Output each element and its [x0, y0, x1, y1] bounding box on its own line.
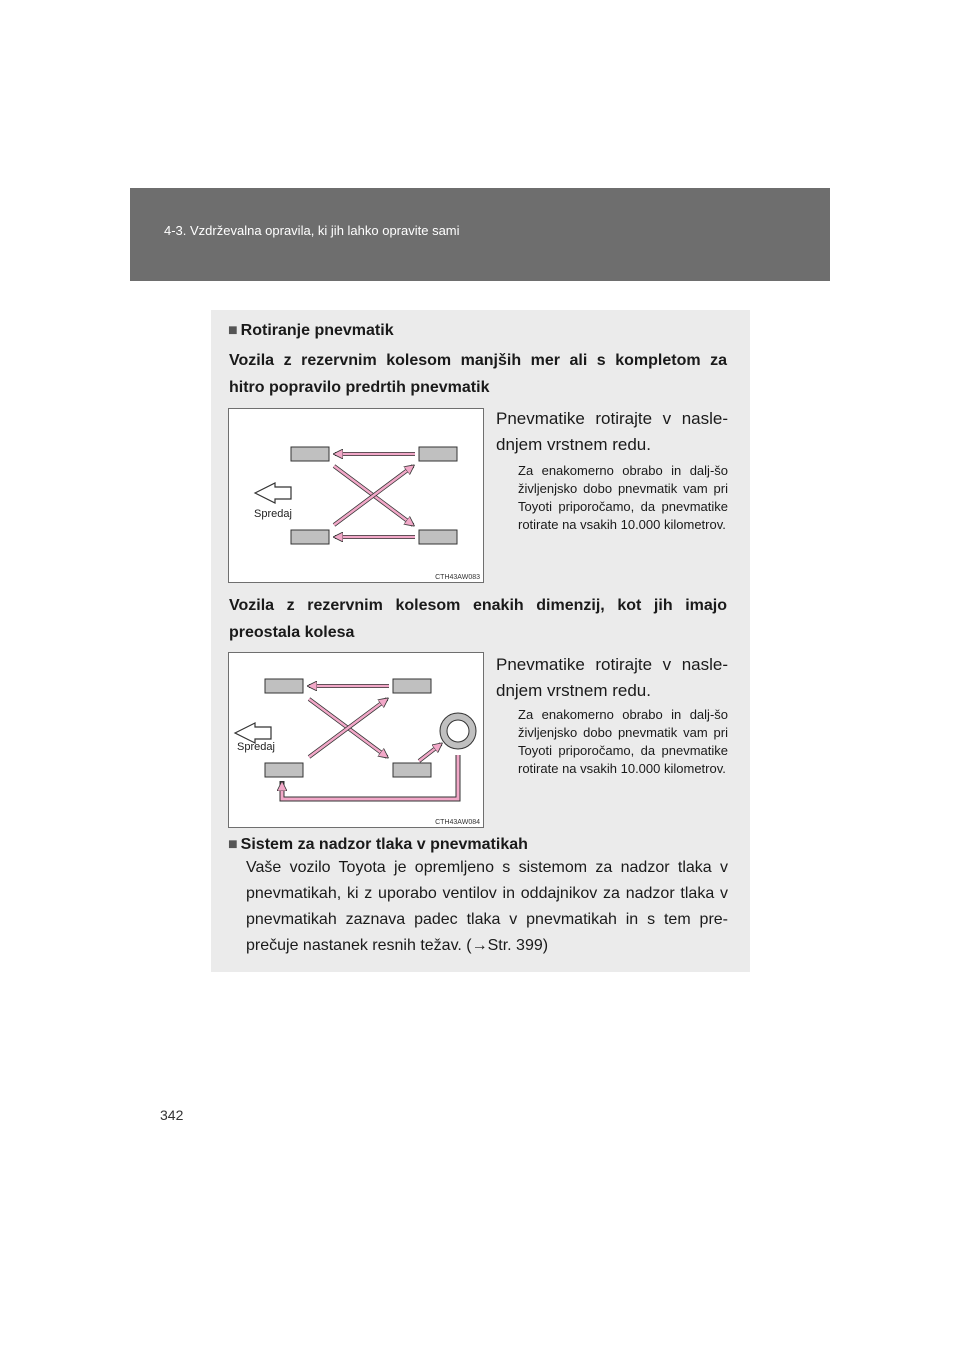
compact-spare-title [229, 347, 727, 401]
full-size-spare-title [229, 592, 727, 646]
tpms-heading-text: Sistem za nadzor tlaka v pnevmatikah [240, 836, 528, 853]
arrow-rear-to-spare [419, 744, 441, 761]
front-label: Spredaj [254, 508, 292, 520]
figure-code: CTH43AW083 [435, 574, 480, 581]
page-number: 342 [160, 1107, 184, 1123]
section-header [130, 188, 830, 281]
compact-spare-title-line1: Vozila z rezervnim kolesom manjših mer ali s kompletom za [229, 352, 727, 369]
compact-instruction-line1: Pnevmatike rotirajte v nasle- [496, 409, 728, 428]
square-bullet-icon: ■ [228, 322, 238, 339]
tire-front-left [265, 679, 303, 693]
tire-front-right [291, 530, 329, 544]
tire-front-right [265, 763, 303, 777]
arrow-spare-to-front [282, 755, 458, 799]
front-arrow-icon [255, 483, 291, 503]
front-label: Spredaj [237, 741, 275, 753]
full-instruction-line2: dnjem vrstnem redu. [496, 681, 651, 700]
rotation-diagram-full-size [228, 652, 484, 828]
arrow-outline [282, 755, 458, 799]
tire-rotation-heading [228, 318, 394, 343]
tire-rear-right [393, 763, 431, 777]
tpms-body: Vaše vozilo Toyota je opremljeno s sistemom za nadzor tlaka v pnevmatikah, ki z uporabo ventilov in oddajnikov za nadzor tlaka v pnevmatikah zaznava padec tlaka v pnevmatikah in s tem pre-prečuje nastanek resnih težav. (→Str. 399) [246, 859, 728, 954]
front-arrow-icon [235, 723, 271, 743]
compact-spare-instruction [496, 406, 728, 458]
tire-rotation-heading-text: Rotiranje pnevmatik [240, 322, 394, 339]
compact-spare-title-line2: hitro popravilo predrtih pnevmatik [229, 379, 490, 396]
compact-spare-note: Za enakomerno obrabo in dalj-šo življenjsko dobo pnevmatik vam pri Toyoti priporočamo, da pnevmatike rotirate na vsakih 10.000 kilometrov. [518, 463, 728, 532]
full-spare-note: Za enakomerno obrabo in dalj-šo življenjsko dobo pnevmatik vam pri Toyoti priporočamo, da pnevmatike rotirate na vsakih 10.000 kilometrov. [518, 707, 728, 776]
full-spare-instruction [496, 652, 728, 704]
rotation-diagram-full-drawing [229, 653, 483, 827]
rotation-diagram-compact-drawing [229, 409, 483, 582]
tire-rear-left [393, 679, 431, 693]
figure-code: CTH43AW084 [435, 819, 480, 826]
full-instruction-line1: Pnevmatike rotirajte v nasle- [496, 655, 728, 674]
tire-front-left [291, 447, 329, 461]
full-spare-title-line2: preostala kolesa [229, 624, 355, 641]
square-bullet-icon: ■ [228, 836, 238, 853]
section-title: 4-3. Vzdrževalna opravila, ki jih lahko opravite sami [164, 223, 460, 238]
tire-rear-right [419, 530, 457, 544]
spare-tire-hub [447, 720, 469, 742]
info-panel [211, 310, 750, 972]
rotation-diagram-compact [228, 408, 484, 583]
tpms-heading [228, 832, 528, 857]
full-spare-title-line1: Vozila z rezervnim kolesom enakih dimenzij, kot jih imajo [229, 597, 727, 614]
tire-rear-left [419, 447, 457, 461]
compact-instruction-line2: dnjem vrstnem redu. [496, 435, 651, 454]
